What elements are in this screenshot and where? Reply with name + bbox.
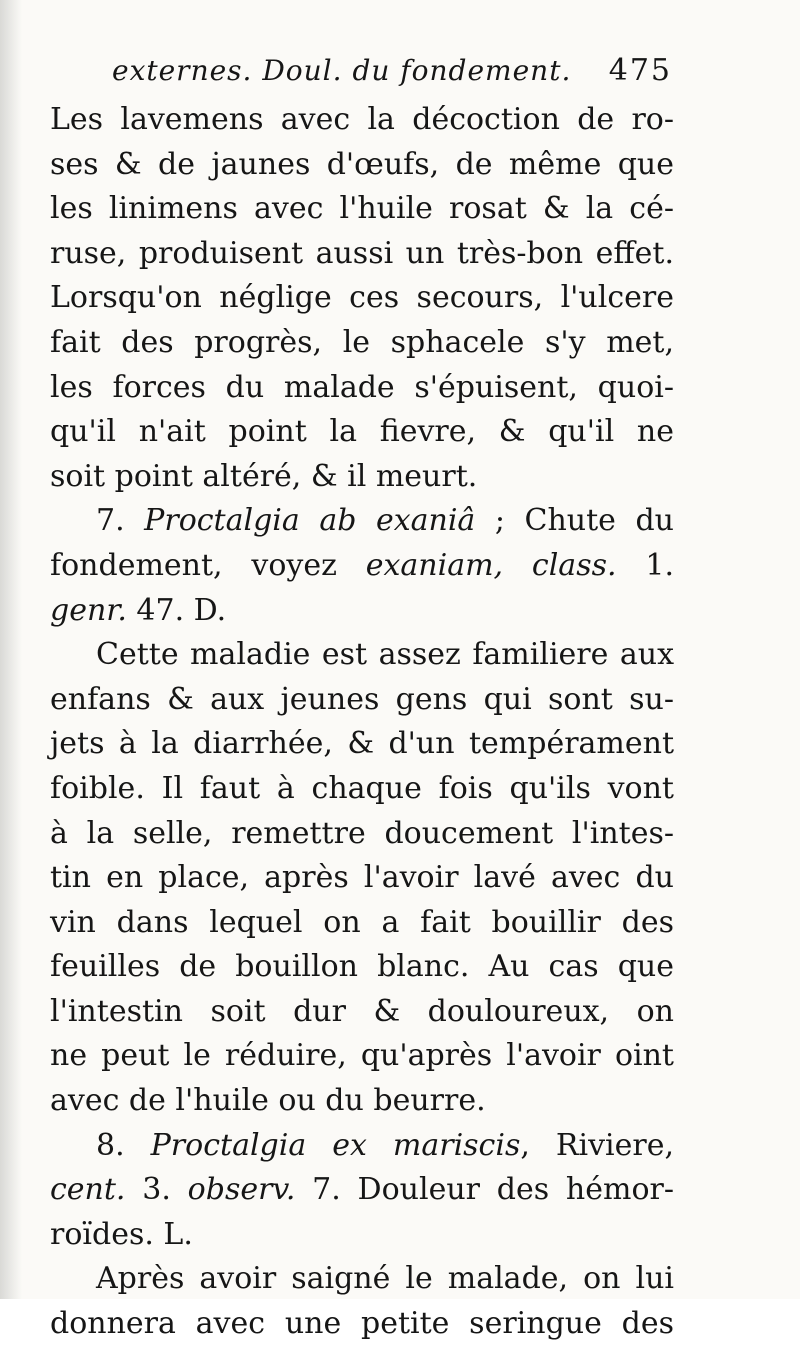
text-line: vin dans lequel on a fait bouillir des — [50, 904, 674, 940]
section-number: 8. — [96, 1127, 151, 1163]
latin-reference: observ. — [187, 1172, 296, 1208]
text-span: 47. D. — [126, 592, 227, 628]
text-line: tin en place, après l'avoir lavé avec du — [50, 860, 674, 896]
latin-reference: exaniam, class. — [365, 547, 617, 583]
text-line: qu'il n'ait point la fievre, & qu'il ne — [50, 414, 674, 450]
text-span: 7. Douleur des hémor- — [295, 1172, 674, 1208]
text-span: 3. — [125, 1172, 188, 1208]
latin-reference: genr. — [50, 592, 127, 628]
section-heading-line — [50, 499, 674, 544]
text-line: à la selle, remettre doucement l'intes- — [50, 815, 674, 851]
text-line: foible. Il faut à chaque fois qu'ils vont — [50, 770, 674, 806]
running-head: externes. Doul. du fondement. — [112, 54, 572, 87]
text-line: soit point altéré, & il meurt. — [50, 458, 478, 494]
text-line — [50, 1168, 674, 1213]
page-edge-shadow — [0, 0, 22, 1299]
latin-term: Proctalgia ex mariscis — [150, 1127, 521, 1163]
text-line — [50, 589, 674, 634]
section-number: 7. — [96, 503, 145, 539]
text-span: fondement, voyez — [50, 547, 366, 583]
latin-term: Proctalgia ab exaniâ — [144, 503, 476, 539]
text-line: fait des progrès, le sphacele s'y met, — [50, 324, 674, 360]
text-line: Cette maladie est assez familiere aux — [96, 637, 674, 673]
text-line: Après avoir saigné le malade, on lui — [96, 1261, 674, 1297]
section-heading-line — [50, 1124, 674, 1169]
latin-reference: cent. — [50, 1172, 126, 1208]
text-line: les forces du malade s'épuisent, quoi- — [50, 369, 674, 405]
text-line: les linimens avec l'huile rosat & la cé- — [50, 191, 674, 227]
text-line: ruse, produisent aussi un très-bon effet. — [50, 235, 674, 271]
text-line: ses & de jaunes d'œufs, de même que — [50, 146, 674, 182]
text-line: Lorsqu'on néglige ces secours, l'ulcere — [50, 280, 674, 316]
text-line: roïdes. L. — [50, 1216, 193, 1252]
text-line: Les lavemens avec la décoction de ro- — [50, 102, 674, 137]
text-line: donnera avec une petite seringue des — [50, 1306, 674, 1342]
text-line: l'intestin soit dur & douloureux, on — [50, 993, 674, 1029]
text-line: enfans & aux jeunes gens qui sont su- — [50, 681, 674, 717]
text-line — [50, 544, 674, 589]
text-span: ; Chute du — [475, 503, 674, 539]
text-line: ne peut le réduire, qu'après l'avoir oint — [50, 1038, 674, 1074]
text-line: jets à la diarrhée, & d'un tempérament — [50, 726, 674, 762]
text-span: 1. — [616, 547, 674, 583]
text-span: , Riviere, — [520, 1127, 674, 1163]
page-number: 475 — [608, 53, 672, 88]
text-line: feuilles de bouillon blanc. Au cas que — [50, 949, 674, 985]
text-line: avec de l'huile ou du beurre. — [50, 1083, 486, 1119]
body-text — [50, 98, 674, 1347]
page-header — [112, 50, 672, 92]
